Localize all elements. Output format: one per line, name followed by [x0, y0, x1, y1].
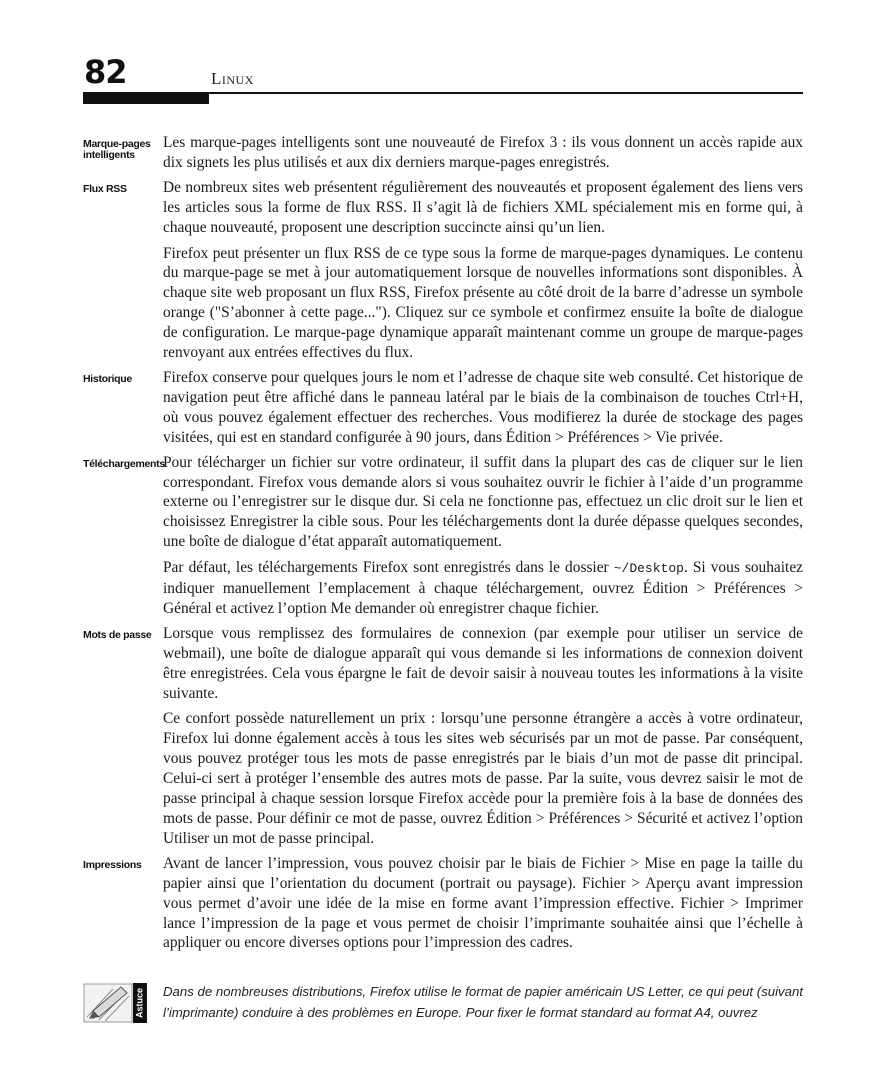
margin-label: Marque-pages intelligents	[83, 138, 151, 161]
page-body	[83, 133, 803, 958]
section-text	[163, 624, 803, 849]
page-number: 82	[84, 53, 127, 91]
section-flux-rss	[83, 178, 803, 363]
section-text	[163, 133, 803, 173]
tip-box	[83, 981, 803, 1025]
paragraph: De nombreux sites web présentent régulièrement des nouveautés et proposent également des liens vers les articles sous la forme de flux RSS. Il s’agit là de fichiers XML spécialement mis en forme qui, à chaque nouveauté, proposent une description succincte ainsi qu’un lien.	[163, 178, 803, 236]
tip-text: Dans de nombreuses distributions, Firefox utilise le format de papier américain US Letter, ce qui peut (suivant l’imprimante) conduire à des problèmes en Europe. Pour fixer le format standard au format A4, ouvrez	[163, 984, 803, 1020]
header-rule-block	[83, 92, 209, 104]
section-mots-de-passe	[83, 624, 803, 849]
text-run: Par défaut, les téléchargements Firefox sont enregistrés dans le dossier	[163, 559, 614, 577]
paragraph: Firefox peut présenter un flux RSS de ce type sous la forme de marque-pages dynamiques. Le contenu du marque-page se met à jour automatiquement lorsque de nouvelles informations sont disponibles. À chaque site web proposant un flux RSS, Firefox présente au côté droit de la barre d’adresse un symbole orange ("S’abonner à cette page..."). Cliquez sur ce symbole et confirmez ensuite la boîte de dialogue de configuration. Le marque-page dynamique apparaît maintenant comme un groupe de marque-pages renvoyant aux entrées effectives du flux.	[163, 244, 803, 362]
margin-label: Impressions	[83, 858, 142, 871]
paragraph: Firefox conserve pour quelques jours le nom et l’adresse de chaque site web consulté. Cet historique de navigation peut être affiché dans le panneau latéral par le biais de la combinaison de touches Ctrl+H, où vous pouvez également effectuer des recherches. Vous modifierez la durée de stockage des pages visitées, qui est en standard configurée à 90 jours, dans Édition > Préférences > Vie privée.	[163, 368, 803, 446]
paragraph: Ce confort possède naturellement un prix : lorsqu’une personne étrangère a accès à votre ordinateur, Firefox lui donne également accès à tous les sites web sécurisés par un mot de passe. Par conséquent, vous pouvez protéger tous les mots de passe enregistrés par le biais d’un mot de passe dit principal. Celui-ci sert à protéger l’ensemble des autres mots de passe. Par la suite, vous devrez saisir le mot de passe principal à chaque session lorsque Firefox accède pour la première fois à la base de données des mots de passe. Pour définir ce mot de passe, ouvrez Édition > Préférences > Sécurité et activez l’option Utiliser un mot de passe principal.	[163, 710, 803, 847]
margin-label: Flux RSS	[83, 182, 127, 195]
paragraph: Lorsque vous remplissez des formulaires de connexion (par exemple pour utiliser un service de webmail), une boîte de dialogue apparaît qui vous demande si les informations de connexion doivent être enregistrées. Cela vous épargne le fait de devoir saisir à nouveau toutes les informations à la visite suivante.	[163, 624, 803, 702]
paragraph: Avant de lancer l’impression, vous pouvez choisir par le biais de Fichier > Mise en page la taille du papier ainsi que l’orientation du document (portrait ou paysage). Fichier > Aperçu avant impression vous permet d’avoir une idée de la mise en forme avant l’impression effective. Fichier > Imprimer lance l’impression de la page et vous permet de choisir l’imprimante souhaitée ainsi que l’échelle à appliquer ou encore diverses options pour l’impression des cadres.	[163, 854, 803, 952]
section-historique	[83, 368, 803, 448]
tip-icon-label: Astuce	[134, 987, 145, 1019]
paragraph: Les marque-pages intelligents sont une nouveauté de Firefox 3 : ils vous donnent un accès rapide aux dix signets les plus utilisés et aux dix derniers marque-pages enregistrés.	[163, 134, 803, 171]
section-telechargements	[83, 453, 803, 619]
margin-label: Historique	[83, 372, 132, 385]
section-marque-pages	[83, 133, 803, 173]
margin-label: Mots de passe	[83, 628, 152, 641]
paragraph: Pour télécharger un fichier sur votre ordinateur, il suffit dans la plupart des cas de cliquer sur le lien correspondant. Firefox vous demande alors si vous souhaitez ouvrir le fichier à l’aide d’un programme externe ou l’enregistrer sur le disque dur. Si cela ne fonctionne pas, effectuez un clic droit sur le lien et choisissez Enregistrer la cible sous. Pour les téléchargements dont la durée dépasse quelques secondes, une boîte de dialogue d’état apparaît automatiquement.	[163, 453, 803, 551]
section-impressions	[83, 854, 803, 954]
section-text	[163, 453, 803, 619]
pencil-note-icon	[83, 981, 149, 1025]
paragraph	[163, 558, 803, 619]
section-text	[163, 368, 803, 448]
code-path: ~/Desktop	[613, 561, 684, 577]
running-title: Linux	[211, 69, 254, 88]
section-text	[163, 178, 803, 363]
section-text	[163, 854, 803, 954]
text-run: . Si vous souhaitez indiquer manuellement l’emplacement à chaque téléchargement, ouvrez Édition > Préférences > Général et activez l’option Me demander où enregistrer chaque fichier.	[163, 559, 803, 617]
page-header	[83, 52, 803, 108]
margin-label: Téléchargements	[83, 457, 165, 470]
